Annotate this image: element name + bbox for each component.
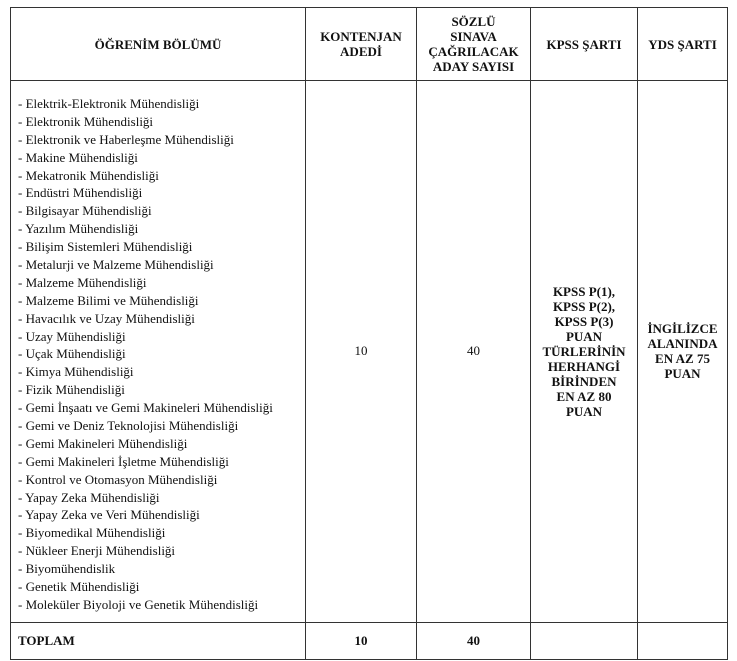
department-item: - Kimya Mühendisliği <box>18 364 134 380</box>
quota-header-line: ADEDİ <box>340 44 382 59</box>
main-row <box>11 81 728 623</box>
department-item: - Moleküler Biyoloji ve Genetik Mühendisliği <box>18 596 259 612</box>
total-label: TOPLAM <box>11 622 306 659</box>
department-item: - Gemi İnşaatı ve Gemi Makineleri Mühendisliği <box>18 400 273 416</box>
department-item: - Yapay Zeka ve Veri Mühendisliği <box>18 507 200 523</box>
oral-exam-header-line: SÖZLÜ <box>451 14 496 29</box>
quota-cell: 10 <box>306 81 417 623</box>
department-item: - Endüstri Mühendisliği <box>18 185 143 201</box>
department-item: - Metalurji ve Malzeme Mühendisliği <box>18 257 214 273</box>
department-item: - Kontrol ve Otomasyon Mühendisliği <box>18 471 218 487</box>
oral-exam-header-line: ÇAĞRILACAK <box>428 44 519 59</box>
department-item: - Havacılık ve Uzay Mühendisliği <box>18 310 195 326</box>
department-item: - Elektronik Mühendisliği <box>18 113 154 129</box>
department-item: - Uzay Mühendisliği <box>18 328 126 344</box>
kpss-line: HERHANGİ <box>547 358 621 374</box>
total-kpss-empty <box>531 622 638 659</box>
department-item: - Elektronik ve Haberleşme Mühendisliği <box>18 131 234 147</box>
kpss-line: EN AZ 80 <box>556 388 612 404</box>
quota-header-line: KONTENJAN <box>320 29 402 44</box>
total-oral-exam: 40 <box>417 622 531 659</box>
yds-line: İNGİLİZCE <box>647 321 718 337</box>
total-row <box>11 622 728 659</box>
yds-requirement-cell <box>638 81 728 623</box>
kpss-header: KPSS ŞARTI <box>531 8 638 81</box>
total-quota: 10 <box>306 622 417 659</box>
department-item: - Bilgisayar Mühendisliği <box>18 203 152 219</box>
department-item: - Malzeme Mühendisliği <box>18 274 147 290</box>
department-header: ÖĞRENİM BÖLÜMÜ <box>11 8 306 81</box>
department-item: - Fizik Mühendisliği <box>18 382 125 398</box>
oral-exam-header-line: ADAY SAYISI <box>432 59 515 74</box>
department-item: - Yapay Zeka Mühendisliği <box>18 489 160 505</box>
department-item: - Nükleer Enerji Mühendisliği <box>18 543 176 559</box>
quota-table <box>10 7 728 660</box>
quota-header <box>306 8 417 81</box>
yds-line: ALANINDA <box>647 336 718 352</box>
department-item: - Bilişim Sistemleri Mühendisliği <box>18 239 193 255</box>
department-item: - Uçak Mühendisliği <box>18 346 126 362</box>
department-item: - Mekatronik Mühendisliği <box>18 167 159 183</box>
yds-line: EN AZ 75 <box>655 351 710 367</box>
kpss-requirement-cell <box>531 81 638 623</box>
oral-exam-header <box>417 8 531 81</box>
kpss-line: KPSS P(1), <box>552 283 616 299</box>
department-item: - Genetik Mühendisliği <box>18 579 140 595</box>
department-item: - Elektrik-Elektronik Mühendisliği <box>18 96 200 111</box>
oral-exam-header-line: SINAVA <box>450 29 497 44</box>
yds-header: YDS ŞARTI <box>638 8 728 81</box>
department-item: - Yazılım Mühendisliği <box>18 221 139 237</box>
kpss-line: TÜRLERİNİN <box>542 343 626 359</box>
department-item: - Gemi Makineleri Mühendisliği <box>18 435 188 451</box>
kpss-line: PUAN <box>565 403 603 419</box>
department-item: - Gemi Makineleri İşletme Mühendisliği <box>18 453 229 469</box>
yds-line: PUAN <box>664 366 701 382</box>
kpss-line: PUAN <box>565 328 603 344</box>
kpss-line: KPSS P(2), <box>552 298 616 314</box>
department-cell <box>11 81 306 623</box>
department-item: - Biyomühendislik <box>18 561 116 577</box>
kpss-line: BİRİNDEN <box>551 373 617 389</box>
department-item: - Malzeme Bilimi ve Mühendisliği <box>18 292 199 308</box>
total-yds-empty <box>638 622 728 659</box>
department-list <box>18 95 305 614</box>
department-item: - Biyomedikal Mühendisliği <box>18 525 166 541</box>
header-row <box>11 8 728 81</box>
oral-exam-cell: 40 <box>417 81 531 623</box>
department-item: - Makine Mühendisliği <box>18 149 138 165</box>
kpss-line: KPSS P(3) <box>554 313 614 329</box>
department-item: - Gemi ve Deniz Teknolojisi Mühendisliği <box>18 418 239 434</box>
